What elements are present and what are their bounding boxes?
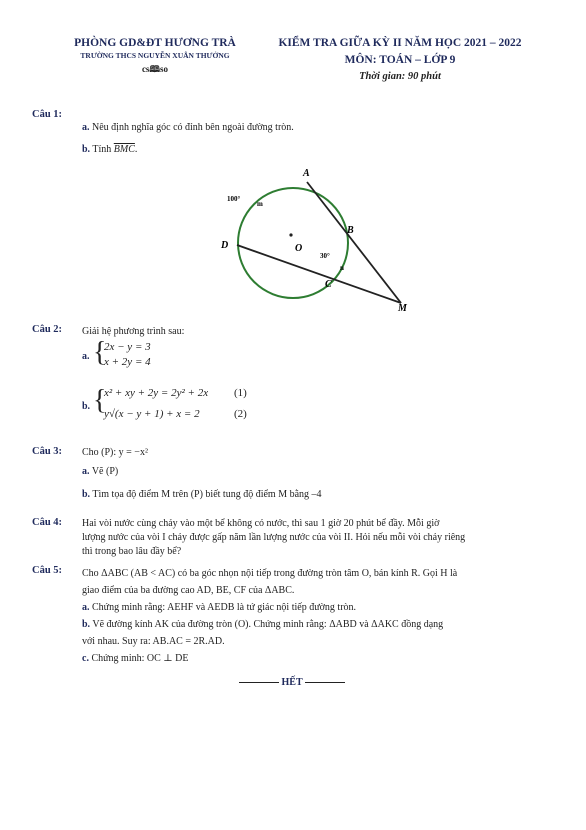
question-5a-text: Chứng minh rằng: AEHF và AEDB là tứ giác nội tiếp đường tròn. [92,602,357,613]
school-department: PHÒNG GD&ĐT HƯƠNG TRÀ [74,37,236,49]
question-3-text: Cho (P): y = −x² [82,447,148,458]
question-5c-text: Chứng minh: OC ⊥ DE [91,653,189,664]
end-marker [222,677,362,688]
question-3-label: Câu 3: [32,446,63,457]
equation-2b-2: y√(x − y + 1) + x = 2 [104,408,200,420]
question-5-line-2: giao điểm của ba đường cao AD, BE, CF của ΔABC. [82,585,295,596]
question-5b-label: b. [82,619,91,630]
system-2a [104,340,151,370]
equation-2b-1: x² + xy + 2y = 2y² + 2x [104,387,209,399]
center-dot [289,233,292,236]
question-1a-label: a. [82,122,90,133]
question-4-line-3: thì trong bao lâu đầy bể? [82,546,182,557]
equation-2a-1: 2x − y = 3 [104,341,151,353]
angle-30: 30° [320,252,330,260]
question-5a [82,599,562,616]
question-5-label: Câu 5: [32,565,63,576]
question-1b-arc: $\overline{BMC}$ [113,144,135,155]
question-5b [82,616,562,633]
question-5-line-1: Cho ΔABC (AB < AC) có ba góc nhọn nội tiếp trong đường tròn tâm O, bán kính R. Gọi H là [82,568,458,579]
question-4-line-2: lượng nước của vòi I chảy được gấp năm lần lượng nước của vòi II. Hỏi nếu mỗi vòi chảy riêng [82,532,466,543]
point-m: M [398,303,407,314]
question-2-text: Giải hệ phương trình sau: [82,326,185,337]
geometry-figure [215,165,425,315]
question-1a-text: Nêu định nghĩa góc có đỉnh bên ngoài đường tròn. [92,122,294,133]
line-am [307,182,401,303]
point-a: A [303,168,310,179]
point-b: B [347,225,354,236]
equation-2b-2-number: (2) [234,408,247,420]
equation-2b-1-number: (1) [234,387,247,399]
arc-label-n: n [340,264,344,272]
question-3b-text: Tìm tọa độ điểm M trên (P) biết tung độ điểm M bằng –4 [92,489,322,500]
equation-2b-2-row [104,407,284,422]
exam-duration: Thời gian: 90 phút [359,71,441,82]
question-2-label: Câu 2: [32,324,63,335]
school-name: TRƯỜNG THCS NGUYỄN XUÂN THƯỞNG [80,51,230,60]
angle-100: 100° [227,195,241,203]
end-rule-left [239,682,279,683]
point-o: O [295,243,303,254]
system-2b [104,386,284,422]
equation-2b-1-row [104,386,284,401]
question-1b-label: b. [82,144,91,155]
question-5c-label: c. [82,653,89,664]
question-4-label: Câu 4: [32,517,63,528]
brace-2b: { [93,385,107,416]
question-2a-label: a. [82,351,90,362]
end-rule-right [305,682,345,683]
brace-2a: { [93,337,107,368]
question-2b-label: b. [82,401,91,412]
question-1b-text: Tính [92,144,112,155]
equation-2a-2: x + 2y = 4 [104,356,151,368]
question-1a [82,121,294,135]
point-c: C [325,279,332,290]
question-1b-end: . [134,144,138,155]
question-3b [82,488,322,502]
question-4-body [82,517,562,559]
header-ornament: cs🕮so [141,64,169,74]
question-5a-label: a. [82,602,90,613]
line-dm [237,245,401,303]
point-d: D [221,240,229,251]
end-text: HẾT [281,677,303,688]
question-3a [82,465,118,479]
question-4-line-1: Hai vòi nước cùng chảy vào một bể không có nước, thì sau 1 giờ 20 phút bể đầy. Mỗi giờ [82,518,440,529]
question-1b [82,143,137,157]
question-5b-line-2: với nhau. Suy ra: AB.AC = 2R.AD. [82,636,225,647]
question-3a-text: Vẽ (P) [91,466,119,477]
exam-title: KIỂM TRA GIỮA KỲ II NĂM HỌC 2021 – 2022 [278,37,522,49]
question-1-label: Câu 1: [32,109,63,120]
question-5c [82,650,562,667]
arc-label-m: m [257,200,263,208]
exam-subject: MÔN: TOÁN – LỚP 9 [344,54,456,66]
question-5b-text: Vẽ đường kính AK của đường tròn (O). Chứng minh rằng: ΔABD và ΔAKC đồng dạng [92,619,444,630]
question-3a-label: a. [82,466,90,477]
question-5-body [82,565,562,667]
question-3b-label: b. [82,489,91,500]
